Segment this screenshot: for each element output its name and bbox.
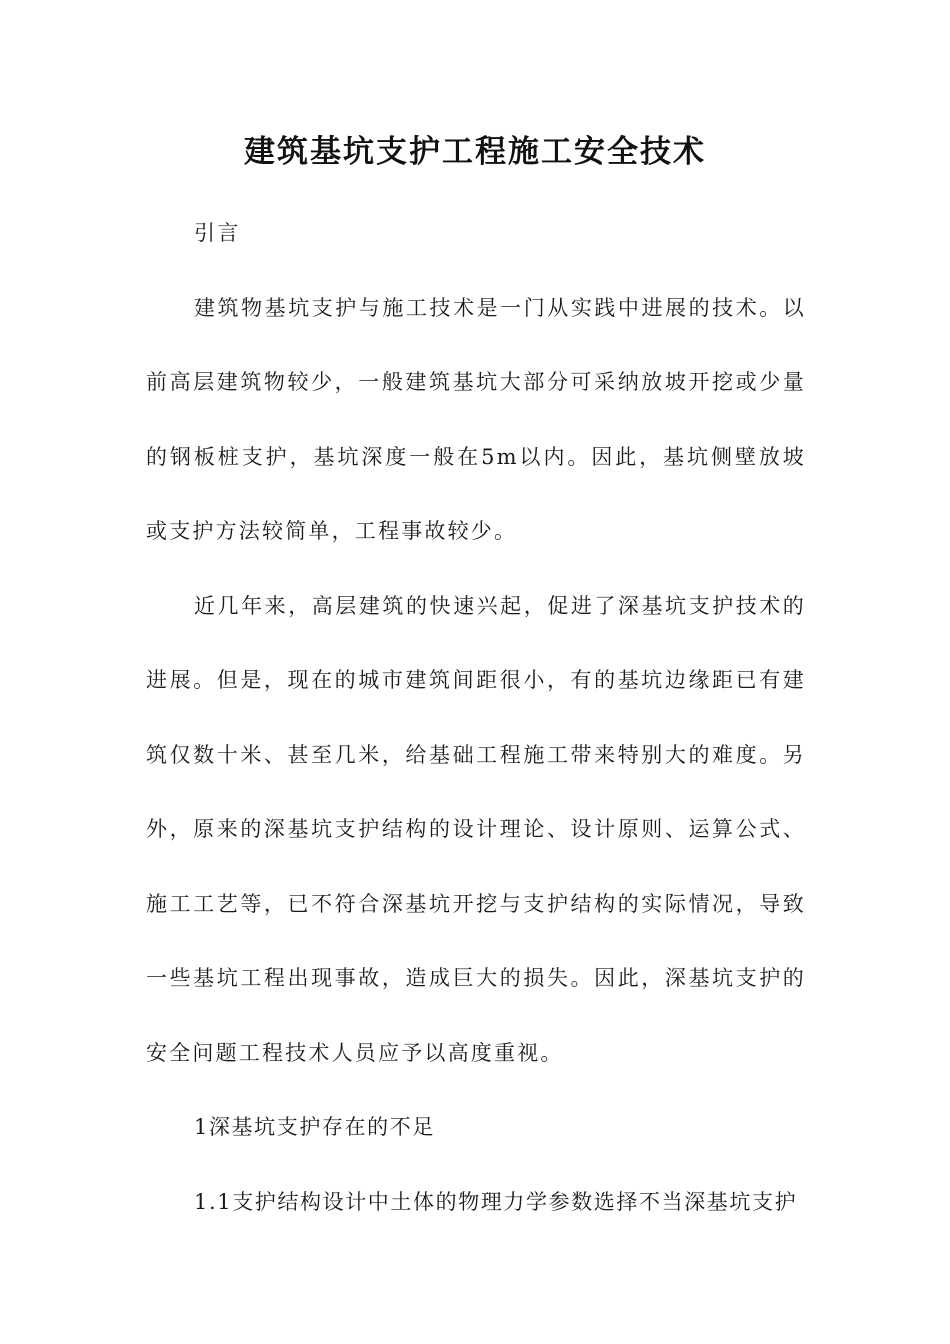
- subsection-heading-1-1: 1.1支护结构设计中土体的物理力学参数选择不当深基坑支护: [194, 1189, 798, 1214]
- document-body: [146, 196, 806, 1239]
- paragraph-intro-heading: 引言: [194, 221, 241, 245]
- document-title: 建筑基坑支护工程施工安全技术: [244, 134, 706, 170]
- section-heading-1: 1深基坑支护存在的不足: [194, 1115, 435, 1139]
- paragraph-background: 建筑物基坑支护与施工技术是一门从实践中进展的技术。以前高层建筑物较少，一般建筑基坑大部分可采纳放坡开挖或少量的钢板桩支护，基坑深度一般在5m以内。因此，基坑侧壁放坡或支护方法较简单，工程事故较少。: [146, 295, 806, 543]
- paragraph-recent-development: 近几年来，高层建筑的快速兴起，促进了深基坑支护技术的进展。但是，现在的城市建筑间距很小，有的基坑边缘距已有建筑仅数十米、甚至几米，给基础工程施工带来特别大的难度。另外，原来的深基坑支护结构的设计理论、设计原则、运算公式、施工工艺等，已不符合深基坑开挖与支护结构的实际情况，导致一些基坑工程出现事故，造成巨大的损失。因此，深基坑支护的安全问题工程技术人员应予以高度重视。: [146, 593, 806, 1065]
